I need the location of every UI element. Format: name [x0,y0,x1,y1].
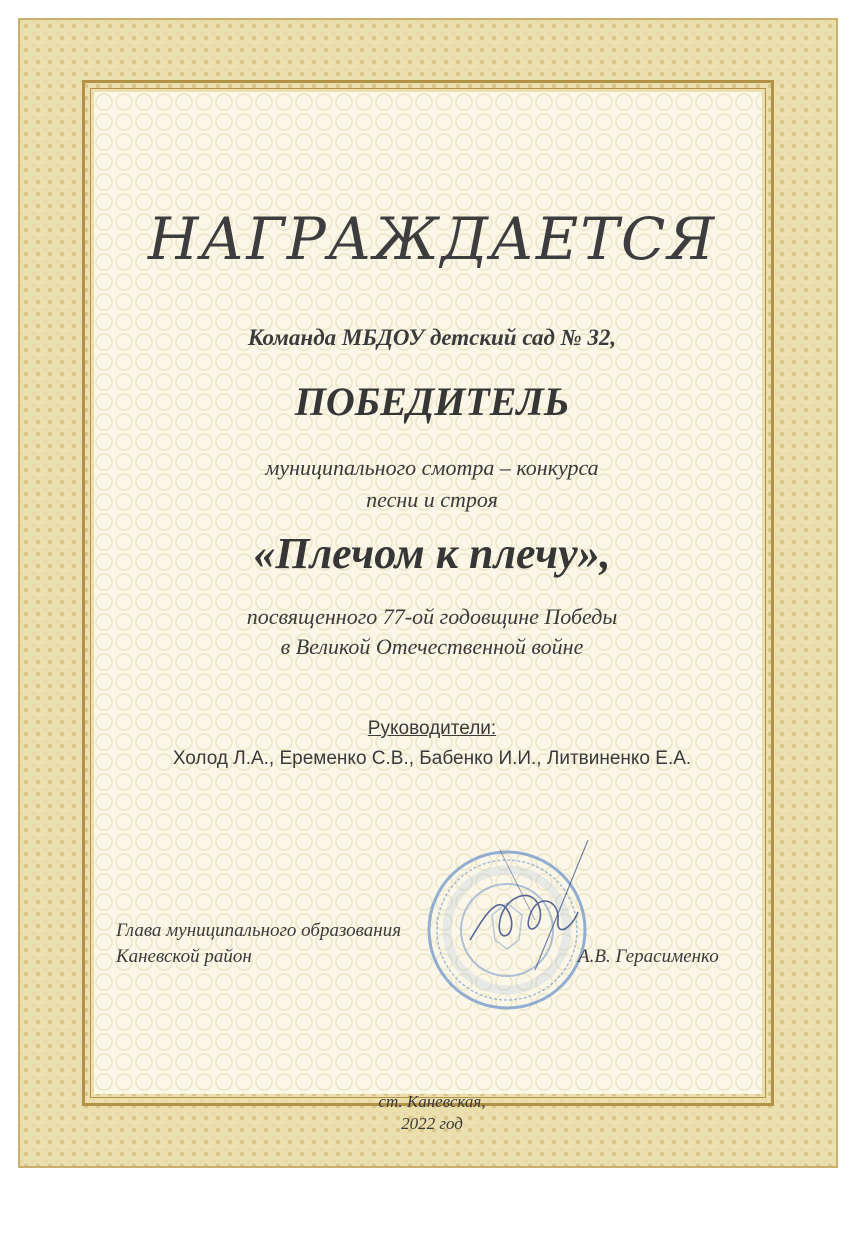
issue-year: 2022 год [401,1114,463,1133]
contest-name: «Плечом к плечу», [253,529,611,578]
official-position-line-1: Глава муниципального образования [116,920,402,941]
issue-place: ст. Каневская, [378,1092,486,1111]
leaders-label: Руководители: [367,718,497,739]
contest-line-2: песни и строя [366,487,498,512]
awardee-team: Команда МБДОУ детский сад № 32, [247,325,617,350]
dedication-line-2: в Великой Отечественной войне [280,634,584,659]
leaders-names: Холод Л.А., Еременко С.В., Бабенко И.И., Литвиненко Е.А. [172,748,692,769]
certificate-title: НАГРАЖДАЕТСЯ [147,205,717,273]
dedication-line-1: посвященного 77-ой годовщине Победы [246,604,618,629]
award-status: ПОБЕДИТЕЛЬ [294,379,570,424]
official-name: А.В. Герасименко [578,946,719,967]
contest-line-1: муниципального смотра – конкурса [265,455,599,480]
official-position-line-2: Каневской район [116,946,252,967]
